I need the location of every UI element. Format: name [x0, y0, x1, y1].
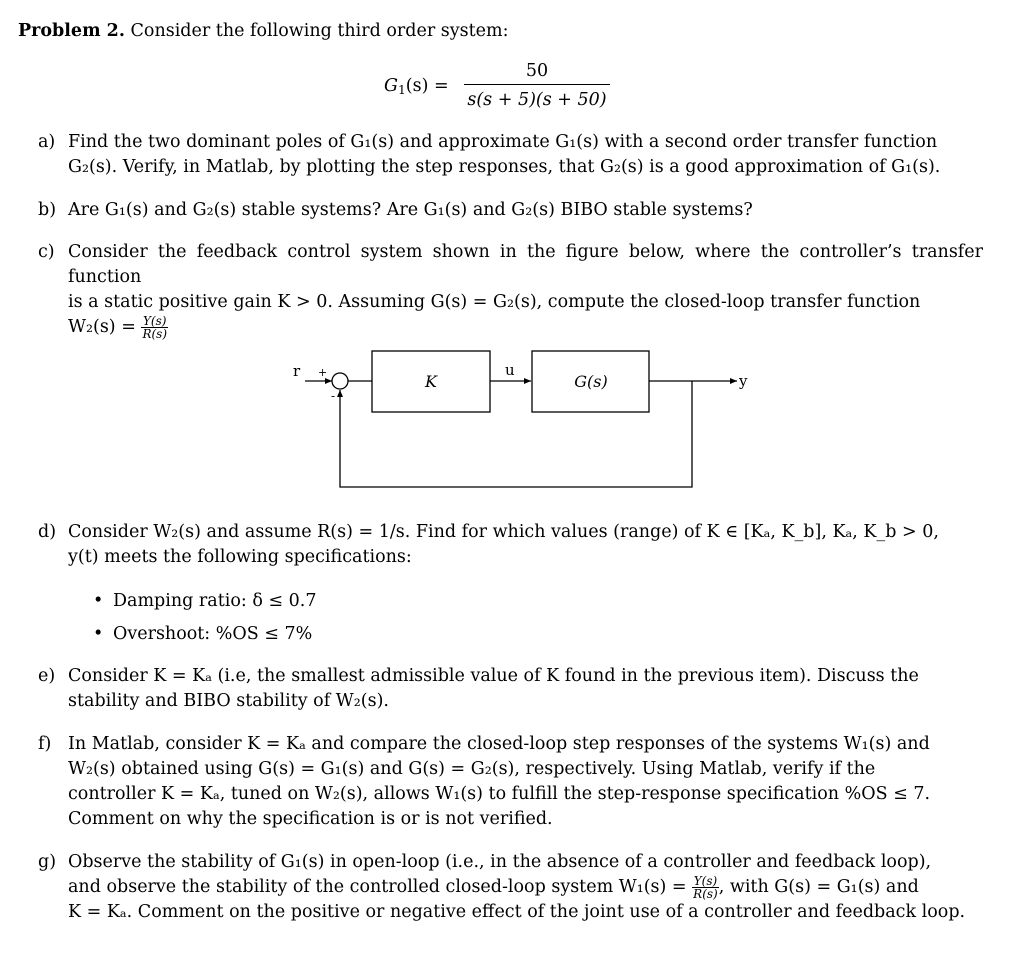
- item-g-line-2-start: and observe the stability of the controlled closed-loop system W₁(s) =: [68, 877, 687, 897]
- equation-lhs: $G_1(s)$ =: [384, 76, 449, 97]
- item-c-label: c): [38, 242, 55, 262]
- item-f-line-2: W₂(s) obtained using G(s) = G₁(s) and G(s) = G₂(s), respectively. Using Matlab, verify if the: [68, 759, 876, 779]
- item-d-line-2: y(t) meets the following specifications:: [68, 547, 412, 567]
- spec-overshoot-text: Overshoot: %OS ≤ 7%: [113, 624, 313, 644]
- bullet-dot: •: [93, 624, 104, 644]
- controller-label: K: [425, 372, 437, 391]
- output-label-y: y: [739, 372, 748, 390]
- problem-heading: [18, 19, 509, 44]
- item-g-label: g): [38, 852, 57, 872]
- equation-numerator: 50: [525, 61, 549, 81]
- spec-bullet-overshoot: [93, 622, 312, 647]
- control-signal-label-u: u: [505, 361, 515, 379]
- transfer-function-equation: [384, 58, 624, 114]
- summing-plus-sign: +: [318, 366, 328, 379]
- item-b-line-1: Are G₁(s) and G₂(s) stable systems? Are G₁(s) and G₂(s) BIBO stable systems?: [68, 200, 753, 220]
- item-f-line-1: In Matlab, consider K = Kₐ and compare the closed-loop step responses of the systems W₁(s) and: [68, 734, 930, 754]
- item-e: [38, 664, 983, 714]
- equation-fraction-bar: [464, 84, 610, 85]
- item-b: [38, 198, 983, 223]
- item-f: [38, 732, 983, 832]
- problem-intro: Consider the following third order system:: [130, 21, 509, 41]
- item-d-label: d): [38, 522, 57, 542]
- item-c-line-3: [68, 315, 983, 340]
- item-g-frac-num: Y(s): [693, 874, 718, 888]
- problem-label: Problem 2.: [18, 21, 125, 41]
- item-c-frac-den: R(s): [142, 327, 168, 341]
- item-c: [38, 240, 983, 340]
- item-g-line-3: K = Kₐ. Comment on the positive or negative effect of the joint use of a controller and feedback loop.: [68, 902, 966, 922]
- bullet-dot: •: [93, 591, 104, 611]
- spec-damping-text: Damping ratio: δ ≤ 0.7: [113, 591, 317, 611]
- item-d: [38, 520, 983, 570]
- plant-label: G(s): [574, 372, 608, 391]
- item-g-frac-den: R(s): [693, 887, 718, 901]
- item-b-label: b): [38, 200, 57, 220]
- item-d-line-1: Consider W₂(s) and assume R(s) = 1/s. Find for which values (range) of K ∈ [Kₐ, K_b], Kₐ, K_b > 0,: [68, 522, 939, 542]
- spec-bullet-damping: [93, 589, 316, 614]
- item-c-line-2: is a static positive gain K > 0. Assuming G(s) = G₂(s), compute the closed-loop transfer function: [68, 292, 921, 312]
- input-label-r: r: [293, 362, 301, 380]
- item-g-line-1: Observe the stability of G₁(s) in open-loop (i.e., in the absence of a controller and feedback loop),: [68, 852, 932, 872]
- item-a-label: a): [38, 132, 56, 152]
- item-f-line-3: controller K = Kₐ, tuned on W₂(s), allows W₁(s) to fulfill the step-response specification %OS ≤ 7.: [68, 784, 931, 804]
- summing-junction: [332, 373, 348, 389]
- feedback-block-diagram: [285, 345, 755, 495]
- item-g-line-2: [68, 875, 983, 900]
- item-c-frac-num: Y(s): [143, 314, 167, 328]
- item-g-fraction: [692, 875, 719, 900]
- item-a-line-1: Find the two dominant poles of G₁(s) and approximate G₁(s) with a second order transfer function: [68, 132, 938, 152]
- summing-minus-sign: -: [331, 389, 336, 403]
- item-c-line-1: Consider the feedback control system shown in the figure below, where the controller’s transfer function: [68, 242, 983, 287]
- item-f-line-4: Comment on why the specification is or is not verified.: [68, 809, 553, 829]
- item-f-label: f): [38, 734, 52, 754]
- equation-denominator: s(s + 5)(s + 50): [467, 90, 607, 110]
- item-e-line-1: Consider K = Kₐ (i.e, the smallest admissible value of K found in the previous item). Discuss the: [68, 666, 919, 686]
- item-e-label: e): [38, 666, 56, 686]
- item-c-w2-lhs: W₂(s) =: [68, 317, 136, 337]
- item-g-line-2-end: , with G(s) = G₁(s) and: [718, 877, 919, 897]
- item-a-line-2: G₂(s). Verify, in Matlab, by plotting the step responses, that G₂(s) is a good approximation of G₁(s).: [68, 157, 941, 177]
- item-a: [38, 130, 983, 180]
- item-e-line-2: stability and BIBO stability of W₂(s).: [68, 691, 389, 711]
- item-g: [38, 850, 983, 925]
- item-c-fraction: [141, 315, 168, 340]
